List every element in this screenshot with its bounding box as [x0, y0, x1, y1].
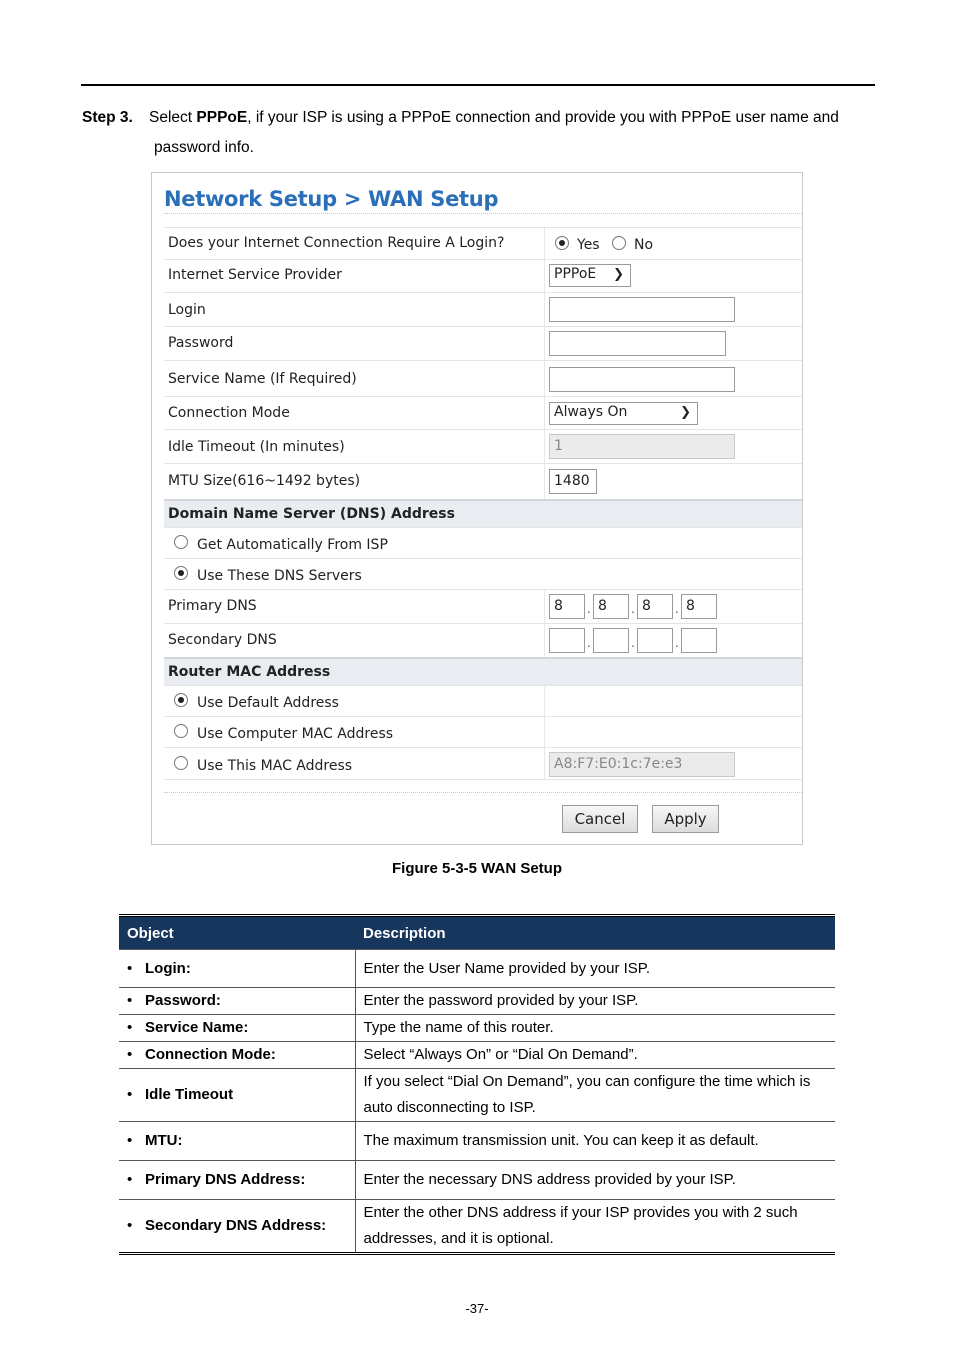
- description-table: [119, 914, 835, 1255]
- step-text-pre: Select: [149, 109, 197, 126]
- object-cell: Primary DNS Address:: [145, 1171, 306, 1188]
- table-row: [119, 950, 835, 988]
- mac-this-radio[interactable]: [174, 756, 188, 770]
- primary-dns-octet-3[interactable]: 8: [637, 594, 673, 619]
- secondary-dns-label: Secondary DNS: [168, 632, 277, 648]
- octet-separator: .: [631, 636, 635, 650]
- octet-separator: .: [675, 636, 679, 650]
- service-name-row: [164, 360, 802, 396]
- table-row: [119, 988, 835, 1015]
- dns-auto-row: [164, 527, 802, 558]
- connection-mode-label: Connection Mode: [168, 405, 290, 421]
- bullet-icon: •: [127, 959, 133, 977]
- mac-default-row: [164, 685, 802, 716]
- page-number: -37-: [465, 1301, 489, 1316]
- description-cell: Enter the other DNS address if your ISP provides you with 2 such addresses, and it is optional.: [355, 1200, 835, 1254]
- octet-separator: .: [587, 636, 591, 650]
- description-cell: The maximum transmission unit. You can keep it as default.: [355, 1122, 835, 1161]
- mac-computer-row: [164, 716, 802, 747]
- object-cell: Secondary DNS Address:: [145, 1217, 327, 1234]
- idle-timeout-input[interactable]: 1: [549, 434, 735, 459]
- primary-dns-octet-4[interactable]: 8: [681, 594, 717, 619]
- connection-mode-row: [164, 396, 802, 429]
- octet-separator: .: [675, 602, 679, 616]
- title-divider: [164, 213, 802, 214]
- primary-dns-octet-2[interactable]: 8: [593, 594, 629, 619]
- step-instruction-line2: password info.: [154, 139, 254, 156]
- object-cell: Connection Mode:: [145, 1046, 276, 1063]
- dns-manual-row: [164, 558, 802, 589]
- service-name-label: Service Name (If Required): [168, 371, 357, 387]
- login-input[interactable]: [549, 297, 735, 322]
- bullet-icon: •: [127, 1046, 133, 1063]
- secondary-dns-row: [164, 623, 802, 657]
- description-cell: If you select “Dial On Demand”, you can configure the time which is auto disconnecting to ISP.: [355, 1069, 835, 1122]
- dns-section-header: [164, 499, 802, 527]
- chevron-down-icon: ❯: [613, 267, 624, 282]
- panel-title: Network Setup > WAN Setup: [164, 187, 499, 211]
- cancel-button[interactable]: Cancel: [562, 805, 638, 833]
- description-cell: Enter the password provided by your ISP.: [355, 988, 835, 1015]
- isp-select-value: PPPoE: [554, 266, 597, 282]
- idle-timeout-label: Idle Timeout (In minutes): [168, 439, 345, 455]
- mtu-row: [164, 463, 802, 499]
- password-label: Password: [168, 335, 234, 351]
- mac-section-title: Router MAC Address: [168, 664, 331, 680]
- secondary-dns-octet-4[interactable]: [681, 628, 717, 653]
- table-row: [119, 1200, 835, 1254]
- figure-caption: Figure 5-3-5 WAN Setup: [391, 860, 563, 877]
- description-cell: Enter the User Name provided by your ISP.: [355, 950, 835, 988]
- mac-default-radio[interactable]: [174, 693, 188, 707]
- isp-row: [164, 259, 802, 292]
- login-no-label: No: [634, 237, 654, 253]
- login-required-label: Does your Internet Connection Require A Login?: [168, 235, 505, 251]
- dns-auto-label: Get Automatically From ISP: [197, 537, 388, 553]
- bullet-icon: •: [127, 1086, 133, 1103]
- bullet-icon: •: [127, 1217, 133, 1234]
- table-row: [119, 1122, 835, 1161]
- dns-section-title: Domain Name Server (DNS) Address: [168, 506, 455, 522]
- dns-manual-label: Use These DNS Servers: [197, 568, 362, 584]
- connection-mode-value: Always On: [554, 404, 628, 420]
- description-cell: Type the name of this router.: [355, 1015, 835, 1042]
- connection-mode-select[interactable]: [549, 402, 698, 425]
- secondary-dns-octet-1[interactable]: [549, 628, 585, 653]
- mtu-label: MTU Size(616~1492 bytes): [168, 473, 361, 489]
- table-row: [119, 1015, 835, 1042]
- octet-separator: .: [631, 602, 635, 616]
- primary-dns-label: Primary DNS: [168, 598, 257, 614]
- login-required-row: [164, 227, 802, 259]
- description-cell: Select “Always On” or “Dial On Demand”.: [355, 1042, 835, 1069]
- isp-label: Internet Service Provider: [168, 267, 342, 283]
- step-text-post: , if your ISP is using a PPPoE connection and provide you with PPPoE user name and: [247, 109, 839, 126]
- table-row: [119, 1042, 835, 1069]
- isp-select[interactable]: [549, 264, 631, 287]
- description-header: Description: [355, 916, 835, 950]
- header-rule: [81, 84, 875, 86]
- mac-default-label: Use Default Address: [197, 695, 339, 711]
- login-label: Login: [168, 302, 206, 318]
- button-divider: [164, 792, 802, 793]
- mac-address-input[interactable]: A8:F7:E0:1c:7e:e3: [549, 752, 735, 777]
- object-cell: Login:: [145, 959, 191, 977]
- mac-section-header: [164, 657, 802, 685]
- table-row: [119, 1161, 835, 1200]
- object-header: Object: [119, 916, 355, 950]
- apply-button[interactable]: Apply: [652, 805, 719, 833]
- object-cell: Idle Timeout: [145, 1086, 234, 1103]
- dns-auto-radio[interactable]: [174, 535, 188, 549]
- secondary-dns-octet-2[interactable]: [593, 628, 629, 653]
- secondary-dns-octet-3[interactable]: [637, 628, 673, 653]
- chevron-down-icon: ❯: [680, 405, 691, 420]
- bullet-icon: •: [127, 1171, 133, 1188]
- octet-separator: .: [587, 602, 591, 616]
- mtu-input[interactable]: 1480: [549, 469, 597, 494]
- step-label: Step 3.: [82, 109, 133, 126]
- primary-dns-octet-1[interactable]: 8: [549, 594, 585, 619]
- password-row: [164, 326, 802, 360]
- mac-computer-label: Use Computer MAC Address: [197, 726, 394, 742]
- login-no-radio[interactable]: [612, 236, 626, 250]
- primary-dns-row: [164, 589, 802, 623]
- bullet-icon: •: [127, 1132, 133, 1149]
- mac-computer-radio[interactable]: [174, 724, 188, 738]
- step-text-bold: PPPoE: [196, 109, 248, 126]
- mac-this-label: Use This MAC Address: [197, 758, 353, 774]
- login-yes-radio[interactable]: [555, 236, 569, 250]
- table-row: [119, 1069, 835, 1122]
- object-cell: Password:: [145, 992, 221, 1009]
- object-cell: Service Name:: [145, 1019, 249, 1036]
- login-yes-label: Yes: [577, 237, 600, 253]
- bullet-icon: •: [127, 992, 133, 1009]
- bullet-icon: •: [127, 1019, 133, 1036]
- password-input[interactable]: [549, 331, 726, 356]
- description-cell: Enter the necessary DNS address provided by your ISP.: [355, 1161, 835, 1200]
- object-cell: MTU:: [145, 1132, 183, 1149]
- dns-manual-radio[interactable]: [174, 566, 188, 580]
- service-name-input[interactable]: [549, 367, 735, 392]
- login-row: [164, 292, 802, 326]
- idle-timeout-row: [164, 429, 802, 463]
- wan-setup-screenshot: [151, 172, 803, 845]
- step-instruction: [82, 107, 882, 129]
- mac-this-row: [164, 747, 802, 780]
